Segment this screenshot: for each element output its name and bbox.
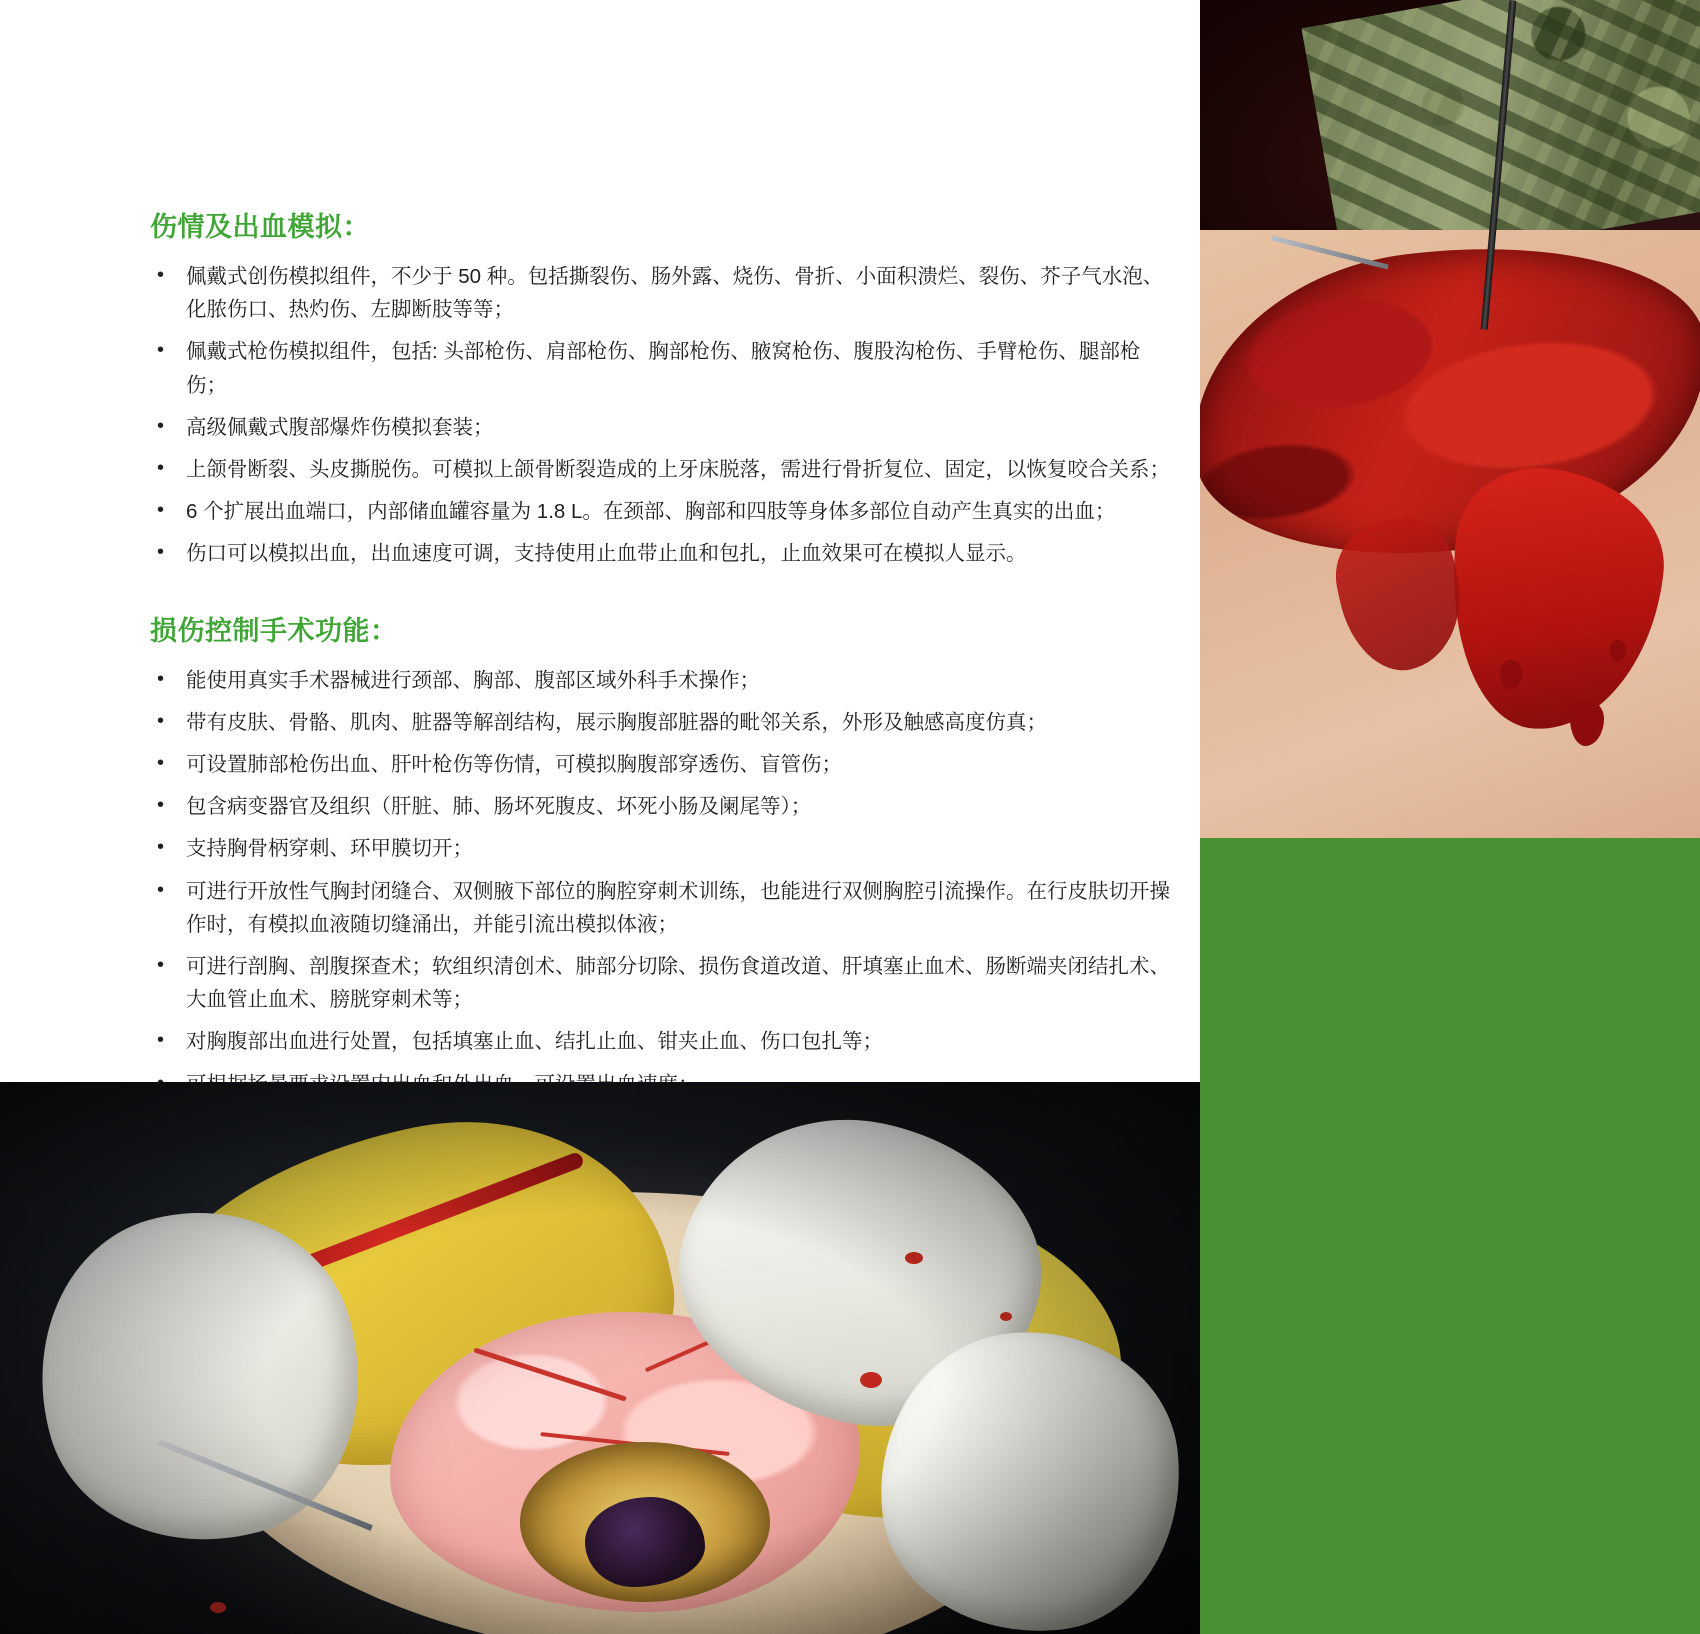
blood-speck	[210, 1602, 226, 1613]
list-item: • 佩戴式创伤模拟组件，不少于 50 种。包括撕裂伤、肠外露、烧伤、骨折、小面积溃烂、裂伤、芥子气水泡、化脓伤口、热灼伤、左脚断肢等等；	[150, 260, 1170, 326]
list-item: • 佩戴式枪伤模拟组件，包括: 头部枪伤、肩部枪伤、胸部枪伤、腋窝枪伤、腹股沟枪伤、手臂枪伤、腿部枪伤；	[150, 335, 1170, 401]
section-title-injury-bleeding-simulation: 伤情及出血模拟：	[150, 212, 370, 242]
list-item: • 能使用真实手术器械进行颈部、胸部、腹部区域外科手术操作；	[150, 664, 1170, 697]
list-item: • 带有皮肤、骨骼、肌肉、脏器等解剖结构，展示胸腹部脏器的毗邻关系，外形及触感高度仿真；	[150, 706, 1170, 739]
surgery-training-photo	[0, 1082, 1200, 1634]
list-item: • 支持胸骨柄穿刺、环甲膜切开；	[150, 832, 1170, 865]
text-block	[150, 205, 1170, 1152]
list-item: • 高级佩戴式腹部爆炸伤模拟套装；	[150, 411, 1170, 444]
wound-closeup-photo	[1200, 0, 1700, 838]
blood-speck	[905, 1252, 923, 1264]
list-item: • 上颌骨断裂、头皮撕脱伤。可模拟上颌骨断裂造成的上牙床脱落，需进行骨折复位、固定，以恢复咬合关系；	[150, 453, 1170, 486]
list-item: • 对胸腹部出血进行处置，包括填塞止血、结扎止血、钳夹止血、伤口包扎等；	[150, 1025, 1170, 1058]
right-column	[1200, 0, 1700, 1634]
bullet-list-injury-bleeding-simulation	[150, 260, 1170, 571]
list-item: • 可进行开放性气胸封闭缝合、双侧腋下部位的胸腔穿刺术训练，也能进行双侧胸腔引流操作。在行皮肤切开操作时，有模拟血液随切缝涌出，并能引流出模拟体液；	[150, 875, 1170, 941]
list-item: • 包含病变器官及组织（肝脏、肺、肠坏死腹皮、坏死小肠及阑尾等）；	[150, 790, 1170, 823]
section-title-damage-control-surgery: 损伤控制手术功能：	[150, 615, 398, 646]
list-item: • 6 个扩展出血端口，内部储血罐容量为 1.8 L。在颈部、胸部和四肢等身体多部位自动产生真实的出血；	[150, 495, 1170, 528]
blood-speck	[1000, 1312, 1012, 1321]
list-item: • 伤口可以模拟出血，出血速度可调，支持使用止血带止血和包扎，止血效果可在模拟人显示。	[150, 537, 1170, 570]
bullet-list-damage-control-surgery	[150, 664, 1170, 1143]
list-item: • 可进行剖胸、剖腹探查术；软组织清创术、肺部分切除、损伤食道改道、肝填塞止血术、肠断端夹闭结扎术、大血管止血术、膀胱穿刺术等；	[150, 950, 1170, 1016]
blood-speck	[860, 1372, 882, 1388]
list-item: • 可设置肺部枪伤出血、肝叶枪伤等伤情，可模拟胸腹部穿透伤、盲管伤；	[150, 748, 1170, 781]
